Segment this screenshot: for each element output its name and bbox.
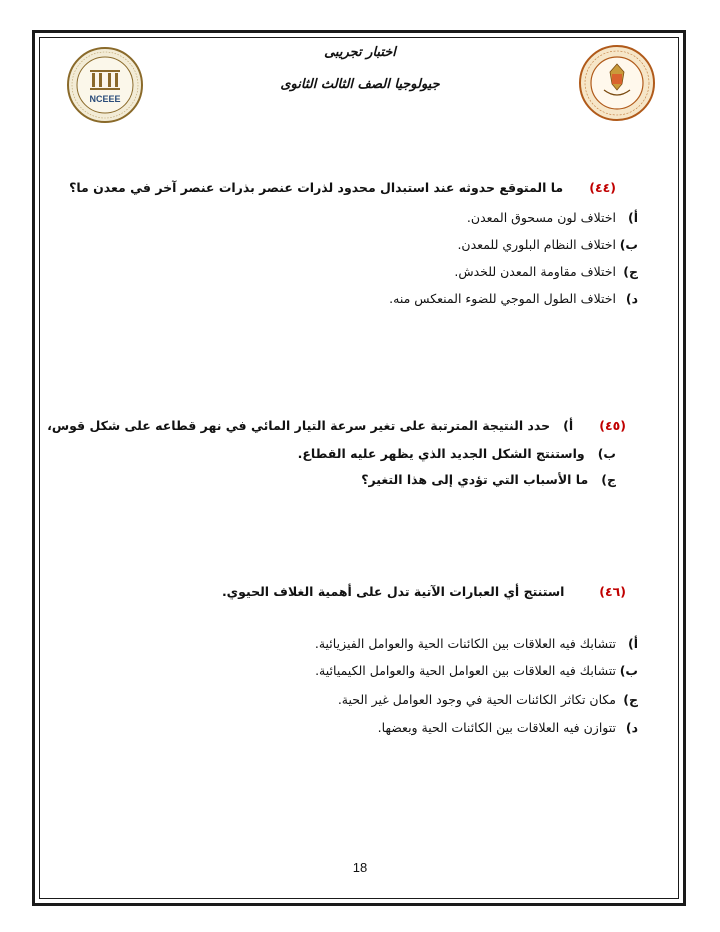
question-45-b (298, 446, 616, 461)
q44-option-c[interactable] (454, 264, 638, 279)
q44-option-c-text: اختلاف مقاومة المعدن للخدش. (454, 264, 617, 279)
question-45-letter-c: ج) (601, 472, 616, 487)
question-45-part-c: ما الأسباب التي تؤدي إلى هذا التغير؟ (361, 472, 589, 487)
q46-option-a-text: تتشابك فيه العلاقات بين الكائنات الحية والعوامل الفيزيائية. (314, 636, 617, 651)
q46-option-a[interactable] (315, 636, 638, 651)
question-45-letter-b: ب) (597, 446, 616, 461)
exam-title: اختبار تجريبى (324, 45, 396, 60)
nceee-logo-text: NCEEE (89, 94, 121, 104)
q44-option-b-text: اختلاف النظام البلوري للمعدن. (457, 237, 617, 252)
q44-option-b[interactable] (457, 237, 638, 252)
exam-subtitle: جيولوجيا الصف الثالث الثانوى (280, 77, 440, 92)
q44-option-c-letter: ج) (623, 264, 638, 279)
q46-option-a-letter: أ) (628, 636, 638, 651)
q44-option-a-text: اختلاف لون مسحوق المعدن. (466, 210, 617, 225)
q44-option-d-letter: د) (625, 291, 638, 306)
page-frame-inner (39, 37, 679, 899)
q44-option-a-letter: أ) (628, 210, 638, 225)
question-46-number: (٤٦) (599, 584, 626, 599)
q46-option-b-letter: ب) (619, 663, 638, 678)
q46-option-c[interactable] (338, 692, 638, 707)
q46-option-b[interactable] (315, 663, 638, 678)
question-45-part-b: واستنتج الشكل الجديد الذي يظهر عليه القطاع. (297, 446, 585, 461)
q46-option-d-letter: د) (625, 720, 638, 735)
question-44-text: ما المتوقع حدوثه عند استبدال محدود لذرات عنصر بذرات عنصر آخر في معدن ما؟ (69, 180, 564, 195)
question-44 (69, 180, 616, 195)
question-44-number: (٤٤) (589, 180, 616, 195)
ministry-logo (578, 44, 656, 122)
question-45-part-a: حدد النتيجة المترتبة على تغير سرعة التيار المائي في نهر قطاعه على شكل قوس، (47, 418, 551, 433)
q46-option-c-letter: ج) (623, 692, 638, 707)
question-45-letter-a: أ) (563, 418, 574, 433)
nceee-logo (66, 46, 144, 124)
q46-option-d-text: تتوازن فيه العلاقات بين الكائنات الحية وبعضها. (377, 720, 617, 735)
q44-option-d[interactable] (389, 291, 638, 306)
question-45-c (361, 472, 616, 487)
q44-option-d-text: اختلاف الطول الموجي للضوء المنعكس منه. (389, 291, 617, 306)
q44-option-b-letter: ب) (619, 237, 638, 252)
page-number: 18 (352, 860, 368, 875)
question-46-text: استنتج أي العبارات الآتية تدل على أهمية الغلاف الحيوي. (221, 584, 565, 599)
q46-option-b-text: تتشابك فيه العلاقات بين العوامل الحية والعوامل الكيميائية. (315, 663, 617, 678)
question-46 (222, 584, 626, 599)
q44-option-a[interactable] (467, 210, 638, 225)
q46-option-d[interactable] (378, 720, 638, 735)
question-45 (47, 418, 626, 433)
q46-option-c-text: مكان تكاثر الكائنات الحية في وجود العوامل غير الحية. (337, 692, 617, 707)
question-45-number: (٤٥) (599, 418, 626, 433)
